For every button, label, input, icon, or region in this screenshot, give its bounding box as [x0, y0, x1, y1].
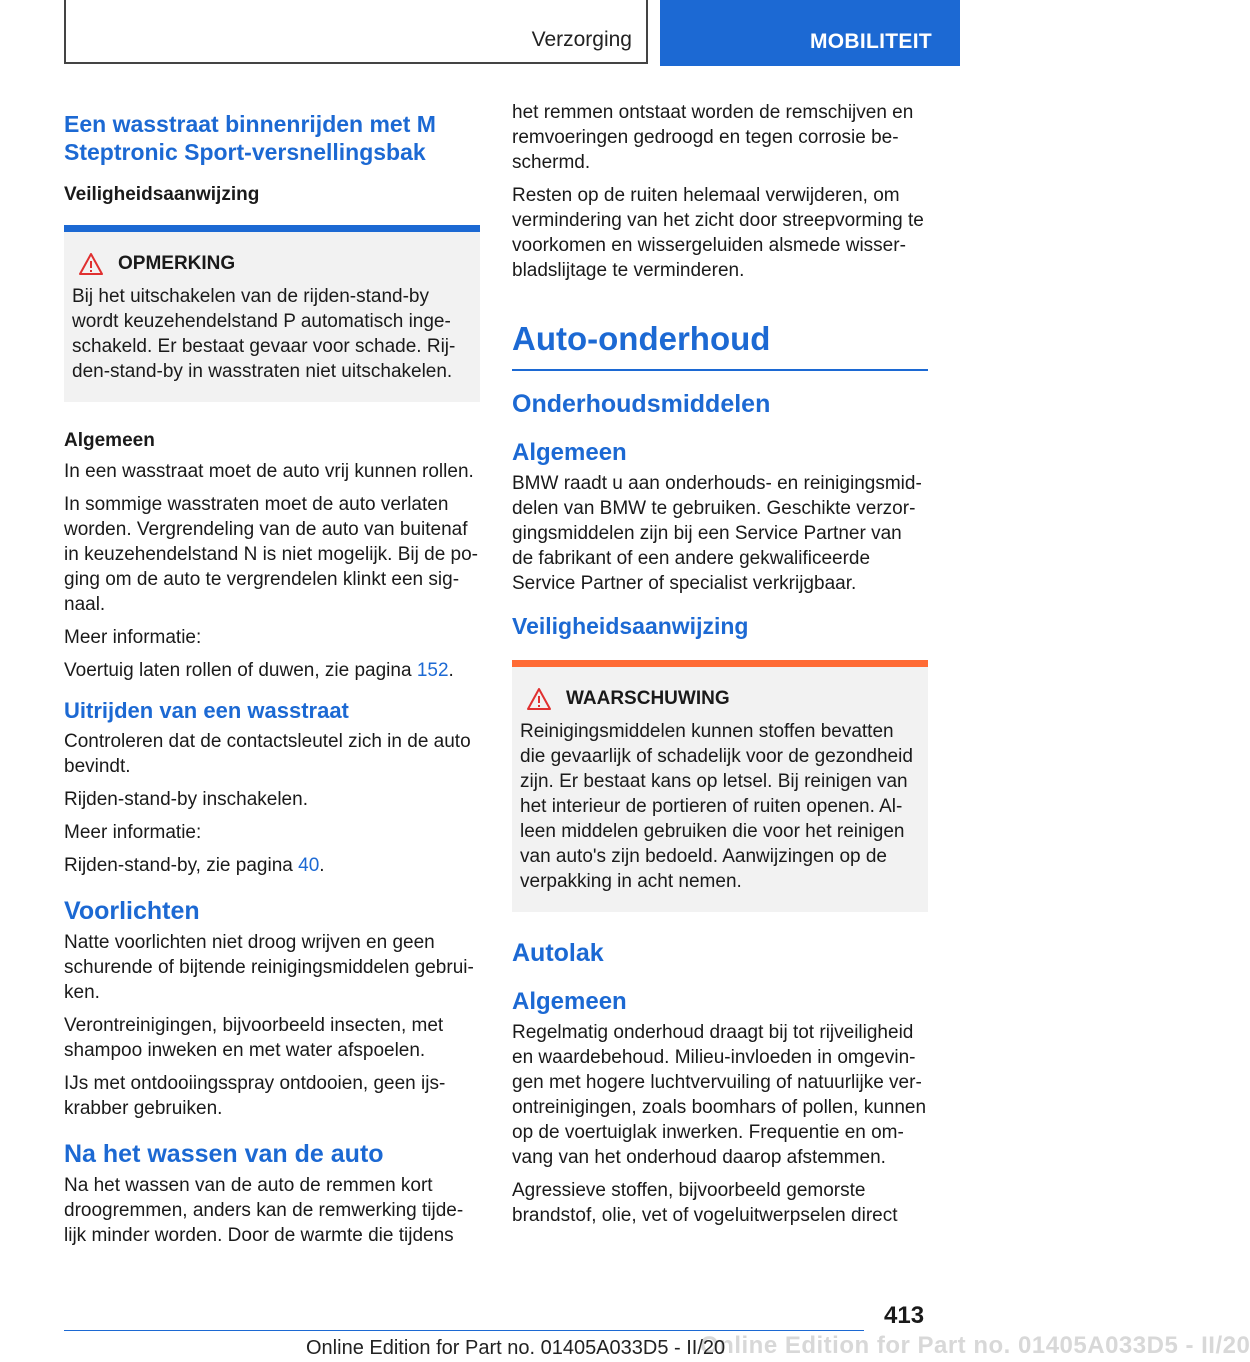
warning-triangle-icon	[526, 687, 552, 711]
section-heading-paint: Autolak	[512, 939, 604, 967]
right-column	[512, 100, 928, 1236]
warning-box-title-text: WAARSCHUWING	[566, 688, 730, 709]
header-section-title: Verzorging	[531, 28, 632, 51]
note-box-title-text: OPMERKING	[118, 253, 236, 274]
page-reference: Voertuig laten rollen of duwen, zie pagina 152.	[64, 660, 454, 681]
footer-rule	[64, 1330, 864, 1331]
chapter-heading-car-care: Auto-onderhoud	[512, 320, 771, 357]
subheading-general: Algemeen	[512, 439, 627, 466]
page-number: 413	[884, 1302, 925, 1329]
paragraph: Natte voorlichten niet droog wrijven en geen schurende of bijtende reinigingsmiddelen gebrui-ken.	[64, 932, 474, 1003]
left-column	[64, 100, 480, 1256]
warning-box-text: Reinigingsmiddelen kunnen stoffen bevatten die gevaarlijk of schadelijk voor de gezondheid zijn. Er bestaat kans op letsel. Bij reinigen van het interieur de portieren of ruiten openen. Al-leen middelen gebruiken die voor het reinigen van auto's zijn bedoeld. Aanwijzingen op de verpakking in acht nemen.	[520, 721, 913, 892]
reference-text: Rijden-stand-by, zie pagina	[64, 855, 299, 876]
paragraph: In sommige wasstraten moet de auto verlaten worden. Vergrendeling van de auto van buitenaf in keuzehendelstand N is niet mogelijk. Bij de po-ging om de auto te vergrendelen klinkt een sig-naal.	[64, 494, 479, 615]
paragraph: Controleren dat de contactsleutel zich in de auto bevindt.	[64, 731, 471, 777]
section-heading-care-products: Onderhoudsmiddelen	[512, 390, 771, 418]
note-box-title	[72, 252, 472, 276]
page-link-40[interactable]: 40	[298, 855, 320, 876]
paragraph: Verontreinigingen, bijvoorbeeld insecten, met shampoo inweken en met water afspoelen.	[64, 1015, 444, 1061]
page-header	[0, 0, 960, 66]
general-label: Algemeen	[64, 430, 155, 451]
paragraph: Meer informatie:	[64, 627, 202, 648]
paragraph: Na het wassen van de auto de remmen kort droogremmen, anders kan de remwerking tijde-lijk minder worden. Door de warmte die tijdens	[64, 1175, 464, 1246]
watermark: Online Edition for Part no. 01405A033D5 - II/20	[700, 1332, 1250, 1359]
subheading-general: Algemeen	[512, 988, 627, 1015]
paragraph: het remmen ontstaat worden de remschijven en remvoeringen gedroogd en tegen corrosie be-schermd.	[512, 102, 914, 173]
header-chapter-tab: MOBILITEIT	[660, 0, 960, 66]
warning-box-title	[520, 687, 920, 711]
section-heading-exit: Uitrijden van een wasstraat	[64, 698, 349, 723]
section-heading-headlights: Voorlichten	[64, 897, 200, 925]
section-heading-after-wash: Na het wassen van de auto	[64, 1140, 384, 1168]
paragraph: Meer informatie:	[64, 822, 202, 843]
warning-triangle-icon	[78, 252, 104, 276]
note-box-text: Bij het uitschakelen van de rijden-stand-by wordt keuzehendelstand P automatisch inge-schakeld. Er bestaat gevaar voor schade. Rij-den-stand-by in wasstraten niet uitschakelen.	[72, 286, 456, 382]
reference-text: Voertuig laten rollen of duwen, zie pagina	[64, 660, 417, 681]
paragraph: Regelmatig onderhoud draagt bij tot rijveiligheid en waardebehoud. Milieu-invloeden in omgevin-gen met hogere luchtvervuiling of natuurlijke ver-ontreinigingen, zoals boomhars of pollen, kunnen op de voertuiglak inwerken. Frequentie en om-vang van het onderhoud daarop afstemmen.	[512, 1022, 927, 1168]
subheading-safety: Veiligheidsaanwijzing	[512, 613, 749, 639]
paragraph: Rijden-stand-by inschakelen.	[64, 789, 308, 810]
heading-rule	[512, 369, 928, 371]
warning-box	[512, 660, 928, 912]
paragraph: Agressieve stoffen, bijvoorbeeld gemorste brandstof, olie, vet of vogeluitwerpselen direct	[512, 1180, 898, 1226]
page-link-152[interactable]: 152	[416, 660, 449, 681]
paragraph: IJs met ontdooiingsspray ontdooien, geen ijs-krabber gebruiken.	[64, 1073, 446, 1119]
header-frame	[64, 0, 648, 64]
note-box	[64, 225, 480, 402]
footer-edition: Online Edition for Part no. 01405A033D5 - II/20	[306, 1337, 726, 1359]
safety-label: Veiligheidsaanwijzing	[64, 184, 260, 205]
paragraph: In een wasstraat moet de auto vrij kunnen rollen.	[64, 461, 474, 482]
paragraph: Resten op de ruiten helemaal verwijderen, om vermindering van het zicht door streepvorming te voorkomen en wissergeluiden alsmede wisser-bladslijtage te verminderen.	[512, 185, 924, 281]
section-heading-car-wash: Een wasstraat binnenrijden met M Steptronic Sport-versnellingsbak	[64, 111, 436, 165]
page-reference: Rijden-stand-by, zie pagina 40.	[64, 855, 325, 876]
paragraph: BMW raadt u aan onderhouds- en reinigingsmid-delen van BMW te gebruiken. Geschikte verzor-gingsmiddelen zijn bij een Service Partner van de fabrikant of een andere gekwalificeerde Service Partner of specialist verkrijgbaar.	[512, 473, 922, 594]
